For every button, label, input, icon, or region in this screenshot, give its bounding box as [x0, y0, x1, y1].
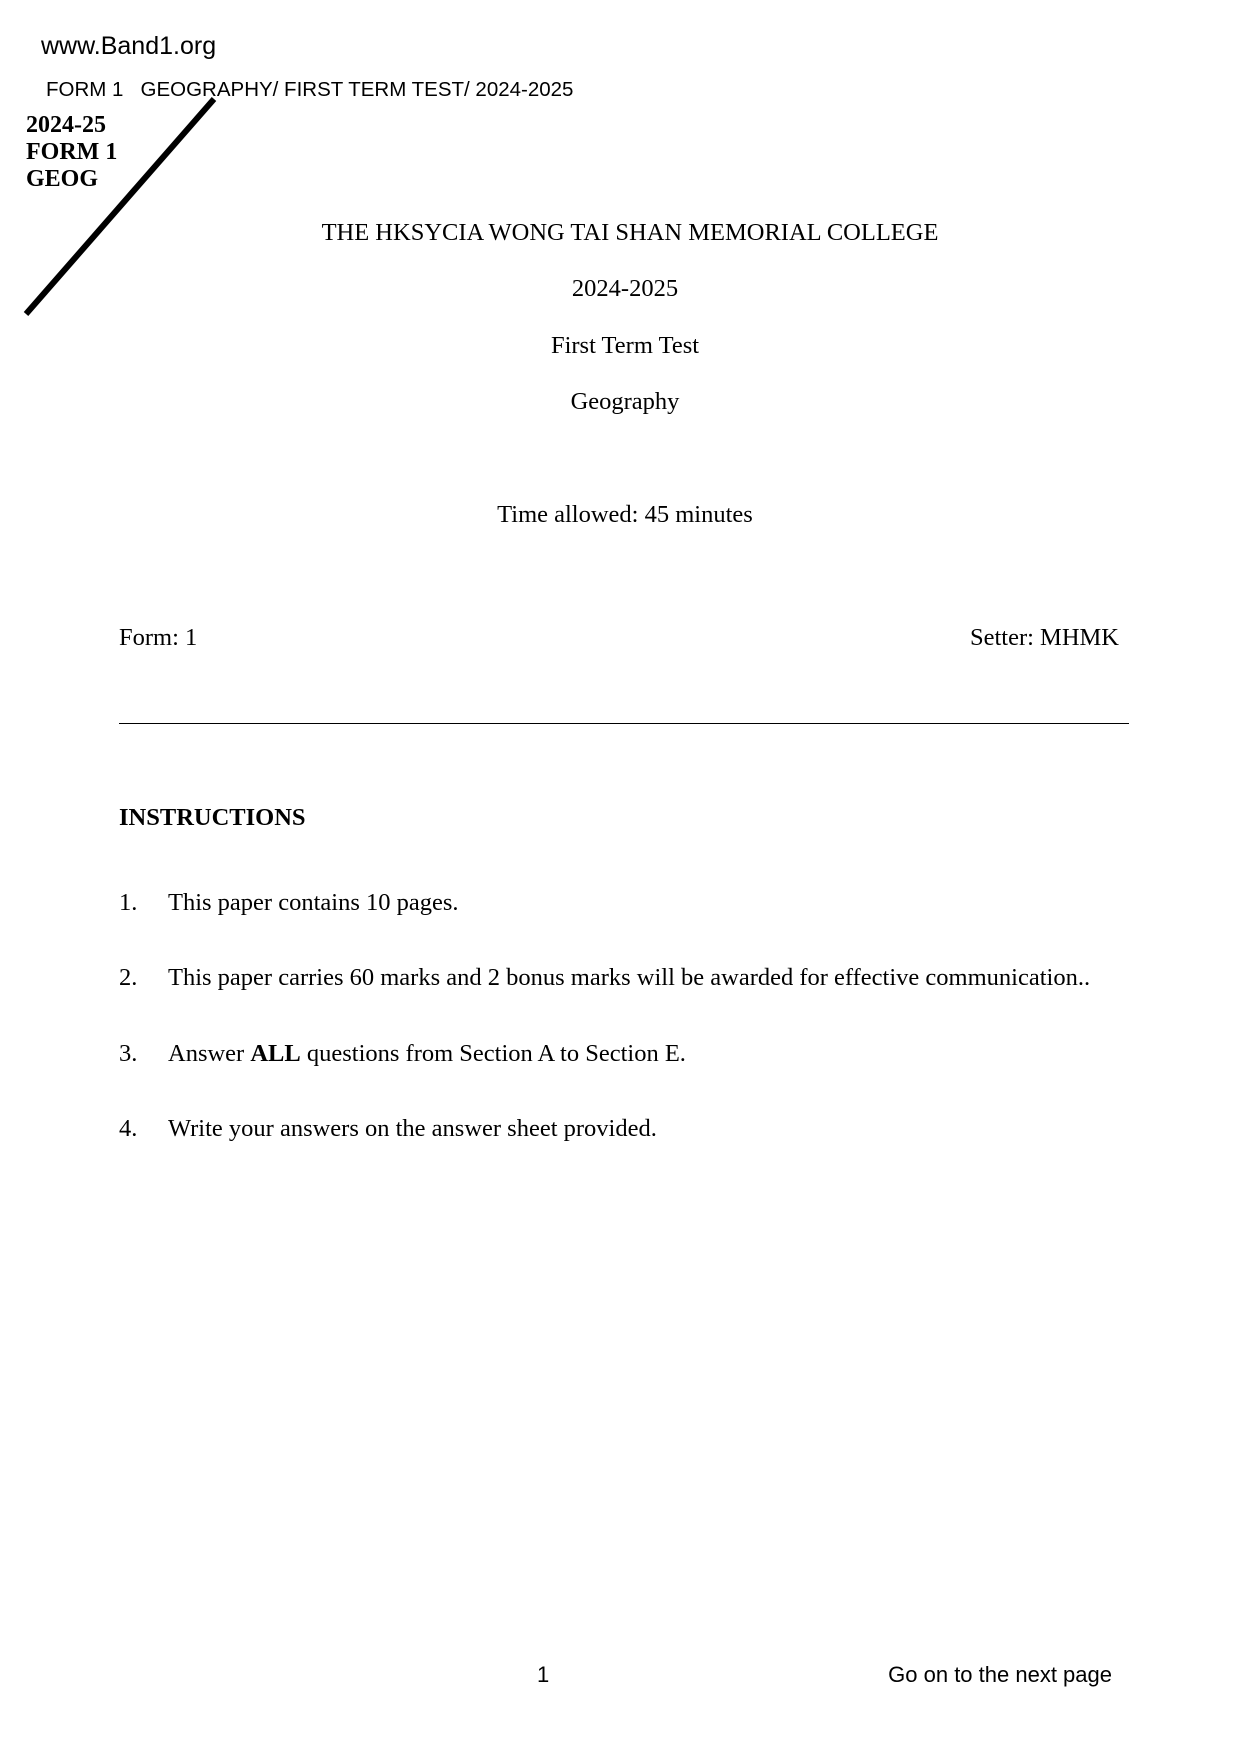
academic-year: 2024-2025 [571, 275, 679, 302]
instruction-text: This paper carries 60 marks and 2 bonus marks will be awarded for effective communication.. [168, 964, 1091, 991]
instruction-text: This paper contains 10 pages. [168, 889, 459, 916]
instructions-heading: INSTRUCTIONS [119, 804, 306, 831]
college-name: THE HKSYCIA WONG TAI SHAN MEMORIAL COLLEGE [321, 219, 939, 246]
instruction-number: 3. [119, 1040, 138, 1067]
instruction-item [119, 964, 1090, 992]
instruction-number: 1. [119, 889, 138, 916]
instruction-text: Write your answers on the answer sheet provided. [168, 1115, 657, 1142]
corner-tag-year: 2024-25 [26, 112, 106, 138]
test-title: First Term Test [550, 332, 700, 359]
setter-label: Setter: MHMK [969, 624, 1119, 651]
next-page-note: Go on to the next page [888, 1662, 1112, 1687]
instruction-item [119, 1115, 657, 1143]
instruction-text-pre: Answer [168, 1040, 251, 1067]
page-number: 1 [537, 1662, 550, 1687]
instruction-item [119, 889, 459, 917]
running-header: FORM 1 GEOGRAPHY/ FIRST TERM TEST/ 2024-2025 [46, 78, 574, 101]
corner-tag-form: FORM 1 [26, 139, 118, 165]
instruction-emphasis: ALL [250, 1040, 301, 1067]
form-label: Form: 1 [119, 624, 198, 651]
time-allowed: Time allowed: 45 minutes [497, 501, 753, 528]
subject-title: Geography [570, 388, 680, 415]
corner-tag-subject: GEOG [26, 166, 99, 192]
site-url: www.Band1.org [41, 32, 217, 60]
instruction-text-post: questions from Section A to Section E. [300, 1040, 686, 1067]
instruction-number: 4. [119, 1115, 138, 1142]
instruction-item [119, 1040, 686, 1068]
instruction-number: 2. [119, 964, 138, 991]
divider-line [119, 723, 1129, 724]
